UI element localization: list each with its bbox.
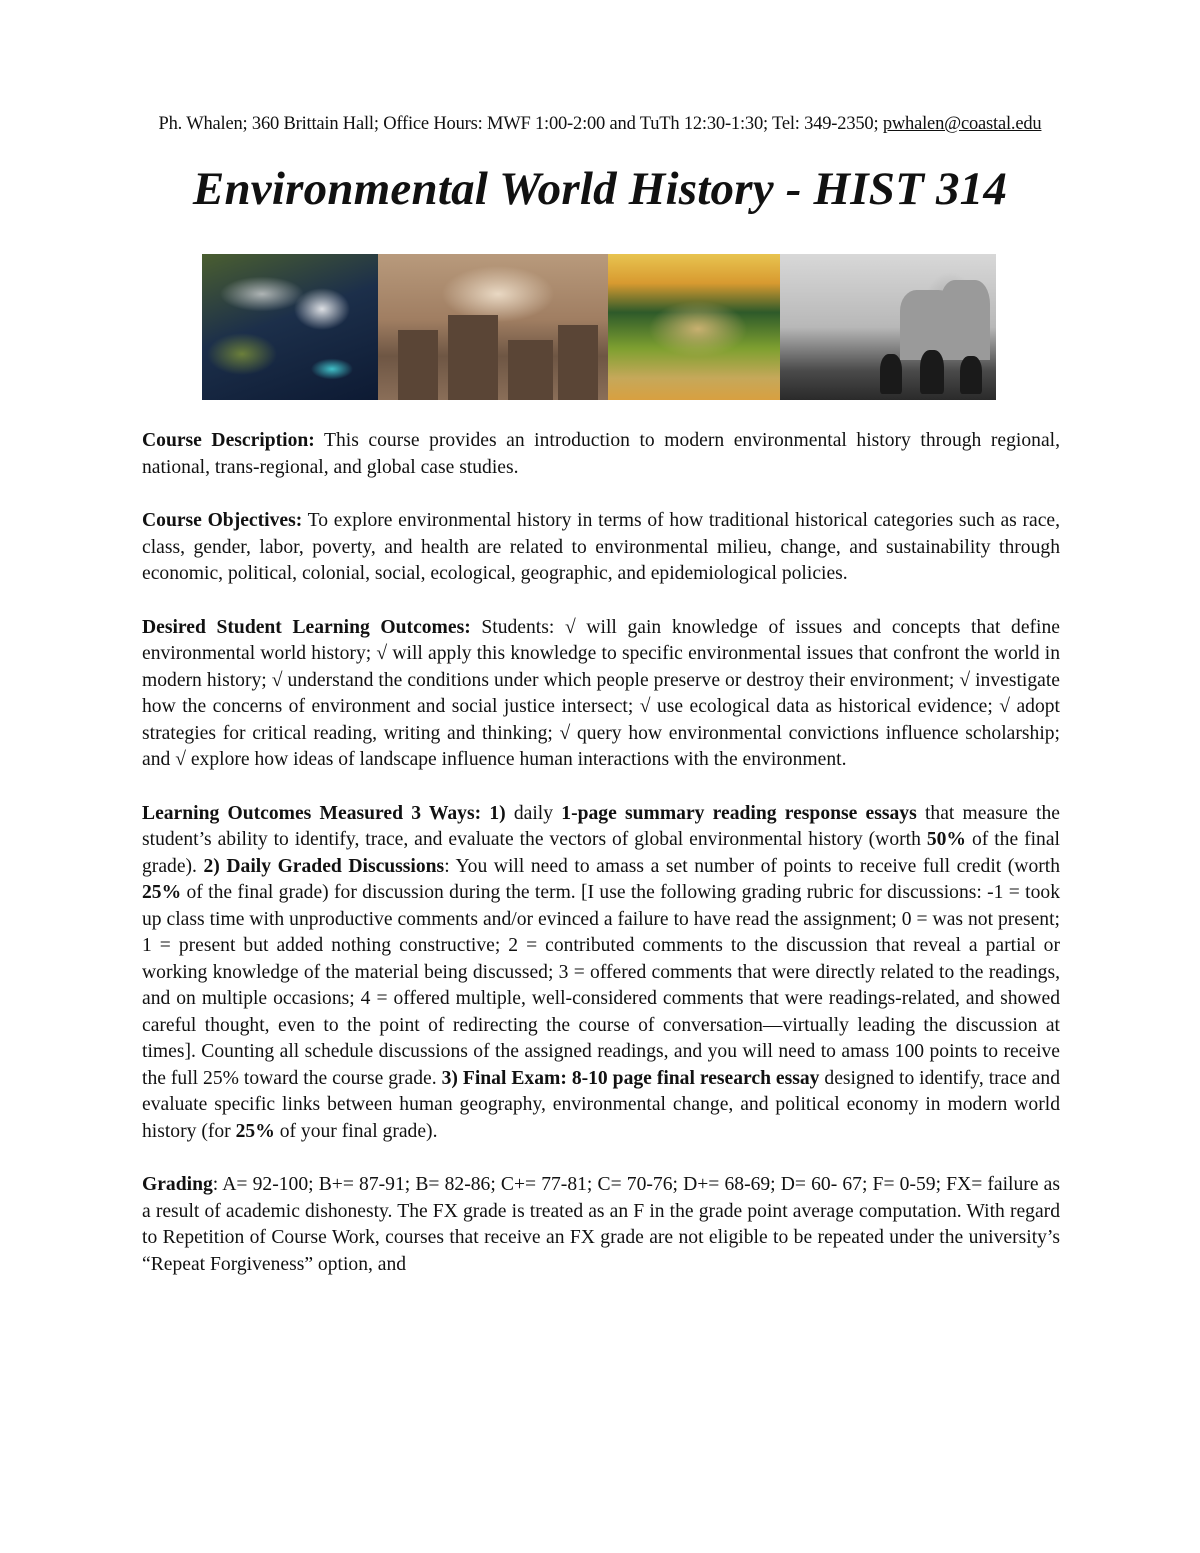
measured-bold-2: 50% [926, 829, 967, 850]
banner-collage [202, 254, 996, 400]
description-label: Course Description: [142, 430, 315, 451]
measured-text-3: of the final grade). [142, 829, 1060, 877]
measured-text-5: of the final grade) for discussion during the term. [I use the following grading rubric for discussions: -1 = took up class time with unproductive comments and/or evinced a failure to have read the assignment; 0 = was not present; 1 = present but added nothing constructive; 2 = contributed comments to the discussion that reveal a partial or working knowledge of the material being discussed; 3 = offered comments that were directly related to the readings, and on multiple occasions; 4 = offered multiple, well-considered comments that were readings-related, and showed careful thought, even to the point of redirecting the course of conversation—virtually leading the discussion at times]. Counting all schedule discussions of the assigned readings, and you will need to amass 100 points to receive the full 25% toward the course grade. [142, 882, 1060, 1089]
measured-bold-3: 2) Daily Graded Discussions [203, 855, 445, 877]
measured-text-4: : You will need to amass a set number of points to receive full credit (worth [444, 855, 1061, 877]
measured-bold-6: 25% [235, 1120, 275, 1142]
measured-outcomes [142, 801, 1060, 1146]
measured-text-7: of your final grade). [274, 1120, 438, 1142]
objectives-text: To explore environmental history in terms of how traditional historical categories such as race, class, gender, labor, poverty, and health are related to environmental milieu, change, and sustainability through economic, political, colonial, social, ecological, geographic, and epidemiological policies. [142, 510, 1060, 584]
outcomes-text: Students: √ will gain knowledge of issues and concepts that define environmental world history; √ will apply this knowledge to specific environmental issues that confront the world in modern history; √ understand the conditions under which people preserve or destroy their environment; √ investigate how the concerns of environment and social justice intersect; √ use ecological data as historical evidence; √ adopt strategies for critical reading, writing and thinking; √ query how environmental convictions influence scholarship; and √ explore how ideas of landscape influence human interactions with the environment. [142, 616, 1060, 770]
grading-label: Grading [142, 1174, 213, 1195]
grading-text: : A= 92-100; B+= 87-91; B= 82-86; C+= 77-81; C= 70-76; D+= 68-69; D= 60- 67; F= 0-59; FX= failure as a result of academic dishonesty. The FX grade is treated as an F in the grade point average computation. With regard to Repetition of Course Work, courses that receive an FX grade are not eligible to be repeated under the university’s “Repeat Forgiveness” option, and [142, 1174, 1060, 1275]
measured-text-2: that measure the student’s ability to identify, trace, and evaluate the vectors of global environmental history (worth [142, 802, 1060, 850]
measured-bold-5: 3) Final Exam: 8-10 page final research essay [441, 1067, 820, 1089]
old-city-painting [378, 254, 608, 400]
contact-text: Ph. Whalen; 360 Brittain Hall; Office Hours: MWF 1:00-2:00 and TuTh 12:30-1:30; Tel: 349-2350; [158, 114, 883, 134]
landscape-painting [608, 254, 780, 400]
page-title: Environmental World History - HIST 314 [192, 163, 1008, 215]
measured-text-1: daily [505, 802, 562, 824]
measured-label: Learning Outcomes Measured 3 Ways: [142, 802, 482, 824]
measured-bold-1: 1-page summary reading response essays [561, 802, 917, 824]
contact-header [0, 114, 1200, 135]
email-link[interactable]: pwhalen@coastal.edu [882, 114, 1042, 134]
learning-outcomes [142, 615, 1060, 774]
grading-section [142, 1172, 1060, 1278]
course-description [142, 428, 1060, 481]
measured-bold-4: 25% [142, 882, 182, 903]
measured-num-1: 1) [481, 802, 506, 824]
syllabus-body [142, 428, 1060, 1305]
measured-text-6: designed to identify, trace and evaluate specific links between human geography, environmental change, and political economy in modern world history (for [142, 1067, 1060, 1142]
objectives-label: Course Objectives: [142, 510, 303, 531]
cooling-towers-photo [780, 254, 996, 400]
course-objectives [142, 508, 1060, 588]
hurricane-satellite-image [202, 254, 378, 400]
description-text: This course provides an introduction to modern environmental history through regional, national, trans-regional, and global case studies. [142, 430, 1060, 478]
outcomes-label: Desired Student Learning Outcomes: [142, 616, 471, 638]
